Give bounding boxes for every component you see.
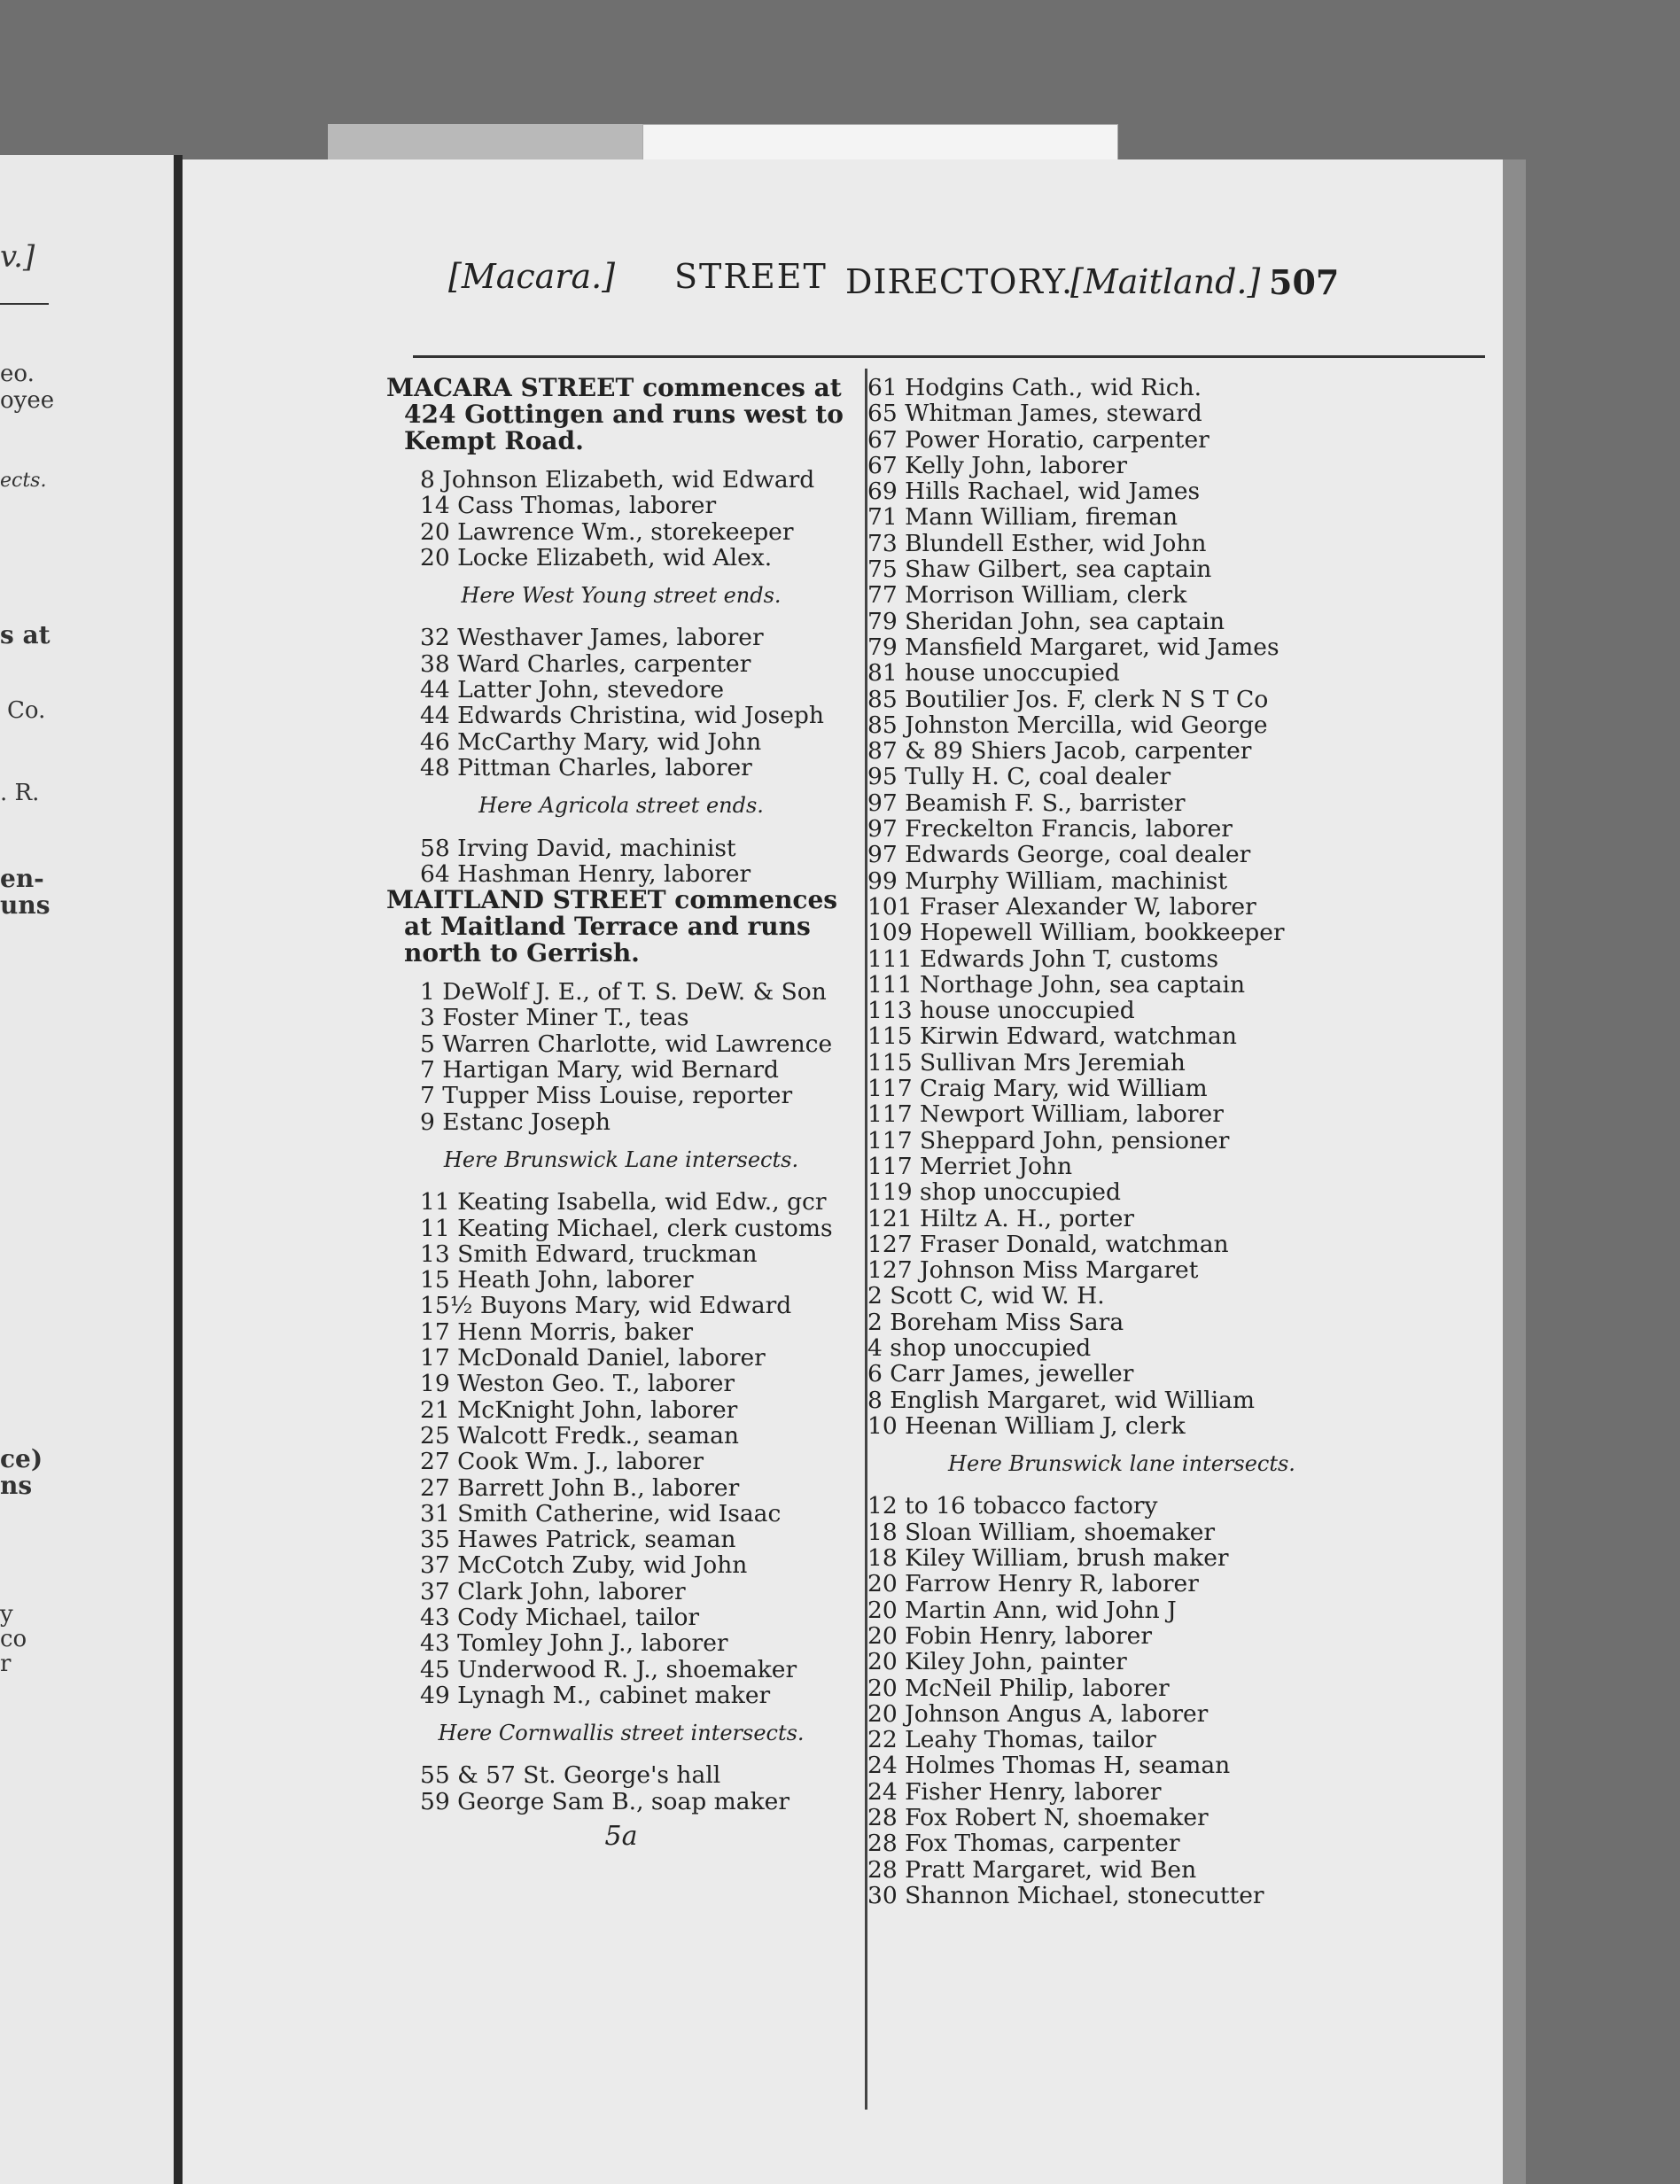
facing-left-page bbox=[0, 155, 177, 2184]
directory-entry: 21 McKnight John, laborer bbox=[420, 1395, 738, 1424]
directory-entry: 31 Smith Catherine, wid Isaac bbox=[420, 1499, 782, 1527]
street-heading: MAITLAND STREET commences at Maitland Terrace and runs north to Gerrish. bbox=[386, 885, 838, 968]
directory-entry: 10 Heenan William J, clerk bbox=[867, 1411, 1186, 1440]
left-page-fragment: s at bbox=[0, 620, 51, 649]
directory-entry: 24 Holmes Thomas H, seaman bbox=[867, 1752, 1231, 1780]
directory-entry: 15 Heath John, laborer bbox=[420, 1266, 694, 1294]
directory-entry: 75 Shaw Gilbert, sea captain bbox=[867, 556, 1212, 584]
directory-entry: 37 Clark John, laborer bbox=[420, 1577, 686, 1605]
directory-entry: 119 shop unoccupied bbox=[867, 1178, 1121, 1207]
directory-entry: 20 Locke Elizabeth, wid Alex. bbox=[420, 543, 773, 571]
directory-entry: 24 Fisher Henry, laborer bbox=[867, 1777, 1162, 1806]
directory-entry: 113 house unoccupied bbox=[867, 997, 1135, 1025]
directory-entry: 58 Irving David, machinist bbox=[420, 834, 736, 862]
directory-entry: 46 McCarthy Mary, wid John bbox=[420, 727, 762, 756]
left-page-fragment: y bbox=[0, 1601, 13, 1628]
directory-entry: 99 Murphy William, machinist bbox=[867, 867, 1227, 895]
directory-entry: 97 Edwards George, coal dealer bbox=[867, 841, 1251, 869]
header-left-bracket: [Macara.] bbox=[448, 257, 616, 296]
directory-entry: 4 shop unoccupied bbox=[867, 1333, 1092, 1362]
directory-entry: 20 McNeil Philip, laborer bbox=[867, 1674, 1170, 1702]
directory-entry: 97 Beamish F. S., barrister bbox=[867, 789, 1186, 817]
directory-entry: 64 Hashman Henry, laborer bbox=[420, 859, 751, 888]
left-page-fragment: Co. bbox=[7, 697, 46, 724]
directory-entry: 43 Tomley John J., laborer bbox=[420, 1629, 728, 1658]
directory-entry: 44 Latter John, stevedore bbox=[420, 676, 725, 704]
directory-entry: 17 Henn Morris, baker bbox=[420, 1317, 694, 1346]
directory-entry: 2 Scott C, wid W. H. bbox=[867, 1282, 1105, 1310]
directory-entry: 87 & 89 Shiers Jacob, carpenter bbox=[867, 737, 1252, 766]
right-column bbox=[834, 375, 1410, 1908]
left-page-rule bbox=[0, 303, 49, 305]
directory-entry: 13 Smith Edward, truckman bbox=[420, 1240, 758, 1268]
directory-entry: 101 Fraser Alexander W, laborer bbox=[867, 892, 1256, 921]
left-page-fragment: ce) bbox=[0, 1444, 43, 1473]
directory-entry: 25 Walcott Fredk., seaman bbox=[420, 1421, 739, 1450]
directory-entry: 8 English Margaret, wid William bbox=[867, 1386, 1256, 1414]
directory-entry: 43 Cody Michael, tailor bbox=[420, 1603, 700, 1631]
directory-entry: 11 Keating Isabella, wid Edw., gcr bbox=[420, 1188, 827, 1216]
directory-entry: 8 Johnson Elizabeth, wid Edward bbox=[420, 466, 815, 494]
directory-entry: 6 Carr James, jeweller bbox=[867, 1360, 1134, 1388]
directory-entry: 55 & 57 St. George's hall bbox=[420, 1761, 721, 1790]
directory-entry: 117 Merriet John bbox=[867, 1152, 1073, 1180]
directory-entry: 69 Hills Rachael, wid James bbox=[867, 478, 1201, 506]
directory-entry: 65 Whitman James, steward bbox=[867, 400, 1202, 428]
header-title-street: STREET bbox=[674, 257, 828, 296]
directory-entry: 117 Newport William, laborer bbox=[867, 1100, 1224, 1129]
directory-entry: 79 Mansfield Margaret, wid James bbox=[867, 633, 1279, 661]
directory-entry: 3 Foster Miner T., teas bbox=[420, 1004, 689, 1032]
directory-entry: 15½ Buyons Mary, wid Edward bbox=[420, 1292, 792, 1320]
directory-entry: 30 Shannon Michael, stonecutter bbox=[867, 1881, 1264, 1909]
directory-entry: 109 Hopewell William, bookkeeper bbox=[867, 919, 1285, 947]
directory-entry: 19 Weston Geo. T., laborer bbox=[420, 1370, 735, 1398]
intersection-note: Here Brunswick lane intersects. bbox=[948, 1451, 1295, 1477]
directory-entry: 79 Sheridan John, sea captain bbox=[867, 607, 1225, 635]
directory-entry: 127 Fraser Donald, watchman bbox=[867, 1230, 1229, 1258]
directory-entry: 45 Underwood R. J., shoemaker bbox=[420, 1655, 797, 1683]
left-page-fragment: oyee bbox=[0, 387, 55, 414]
header-rule bbox=[413, 355, 1485, 358]
left-page-fragment: eo. bbox=[0, 361, 35, 387]
directory-entry: 67 Kelly John, laborer bbox=[867, 451, 1128, 479]
directory-entry: 32 Westhaver James, laborer bbox=[420, 624, 764, 652]
street-heading: MACARA STREET commences at 424 Gottingen and runs west to Kempt Road. bbox=[386, 373, 844, 455]
directory-entry: 37 McCotch Zuby, wid John bbox=[420, 1551, 748, 1580]
directory-entry: 44 Edwards Christina, wid Joseph bbox=[420, 702, 824, 730]
directory-entry: 20 Johnson Angus A, laborer bbox=[867, 1699, 1209, 1728]
directory-entry: 61 Hodgins Cath., wid Rich. bbox=[867, 374, 1202, 401]
book-edge-shadow bbox=[328, 124, 647, 159]
directory-entry: 9 Estanc Joseph bbox=[420, 1108, 611, 1136]
directory-entry: 18 Kiley William, brush maker bbox=[867, 1544, 1229, 1573]
intersection-note: Here Cornwallis street intersects. bbox=[438, 1721, 805, 1746]
directory-entry: 12 to 16 tobacco factory bbox=[867, 1492, 1158, 1520]
directory-entry: 85 Johnston Mercilla, wid George bbox=[867, 711, 1268, 739]
directory-entry: 7 Tupper Miss Louise, reporter bbox=[420, 1082, 793, 1110]
directory-entry: 117 Craig Mary, wid William bbox=[867, 1075, 1208, 1103]
directory-entry: 77 Morrison William, clerk bbox=[867, 581, 1187, 610]
directory-entry: 48 Pittman Charles, laborer bbox=[420, 753, 752, 781]
directory-entry: 17 McDonald Daniel, laborer bbox=[420, 1344, 766, 1372]
directory-entry: 121 Hiltz A. H., porter bbox=[867, 1204, 1135, 1232]
directory-entry: 22 Leahy Thomas, tailor bbox=[867, 1726, 1156, 1754]
directory-entry: 20 Farrow Henry R, laborer bbox=[867, 1570, 1199, 1598]
directory-entry: 49 Lynagh M., cabinet maker bbox=[420, 1681, 771, 1709]
left-page-fragment: v.] bbox=[0, 239, 35, 275]
left-page-fragment: ects. bbox=[0, 470, 47, 492]
intersection-note: Here Brunswick Lane intersects. bbox=[443, 1146, 799, 1172]
directory-entry: 20 Lawrence Wm., storekeeper bbox=[420, 517, 794, 546]
left-page-fragment: r bbox=[0, 1651, 12, 1677]
signature-mark: 5a bbox=[604, 1821, 638, 1853]
directory-entry: 38 Ward Charles, carpenter bbox=[420, 649, 751, 678]
directory-entry: 27 Cook Wm. J., laborer bbox=[420, 1448, 704, 1476]
directory-entry: 20 Fobin Henry, laborer bbox=[867, 1621, 1153, 1650]
directory-entry: 115 Sullivan Mrs Jeremiah bbox=[867, 1048, 1186, 1076]
intersection-note: Here Agricola street ends. bbox=[478, 793, 764, 819]
directory-entry: 127 Johnson Miss Margaret bbox=[867, 1256, 1199, 1285]
page-header bbox=[183, 257, 1503, 310]
left-page-fragment: en- bbox=[0, 864, 44, 893]
page-number: 507 bbox=[1269, 262, 1340, 302]
directory-entry: 18 Sloan William, shoemaker bbox=[867, 1518, 1216, 1546]
intersection-note: Here West Young street ends. bbox=[461, 583, 782, 609]
left-page-fragment: ns bbox=[0, 1471, 33, 1500]
directory-entry: 73 Blundell Esther, wid John bbox=[867, 529, 1207, 557]
directory-entry: 97 Freckelton Francis, laborer bbox=[867, 815, 1233, 843]
directory-entry: 14 Cass Thomas, laborer bbox=[420, 492, 717, 520]
directory-entry: 28 Fox Thomas, carpenter bbox=[867, 1830, 1180, 1858]
header-right-bracket: [Maitland.] bbox=[1070, 262, 1261, 301]
directory-entry: 11 Keating Michael, clerk customs bbox=[420, 1214, 833, 1242]
directory-entry: 95 Tully H. C, coal dealer bbox=[867, 763, 1171, 791]
directory-entry: 2 Boreham Miss Sara bbox=[867, 1308, 1124, 1336]
directory-entry: 28 Fox Robert N, shoemaker bbox=[867, 1804, 1209, 1832]
header-title-directory: DIRECTORY. bbox=[845, 262, 1074, 301]
directory-entry: 71 Mann William, fireman bbox=[867, 503, 1178, 532]
left-column bbox=[386, 373, 856, 1853]
directory-entry: 35 Hawes Patrick, seaman bbox=[420, 1526, 736, 1554]
directory-entry: 81 house unoccupied bbox=[867, 659, 1120, 688]
directory-entry: 117 Sheppard John, pensioner bbox=[867, 1126, 1230, 1154]
directory-entry: 115 Kirwin Edward, watchman bbox=[867, 1022, 1237, 1051]
directory-entry: 111 Edwards John T, customs bbox=[867, 944, 1219, 973]
left-page-fragment: co bbox=[0, 1626, 27, 1652]
directory-entry: 59 George Sam B., soap maker bbox=[420, 1787, 790, 1815]
directory-entry: 20 Martin Ann, wid John J bbox=[867, 1596, 1177, 1624]
directory-entry: 28 Pratt Margaret, wid Ben bbox=[867, 1855, 1197, 1884]
left-page-fragment: . R. bbox=[0, 780, 40, 806]
directory-entry: 111 Northage John, sea captain bbox=[867, 970, 1246, 999]
directory-entry: 27 Barrett John B., laborer bbox=[420, 1473, 740, 1502]
left-page-fragment: uns bbox=[0, 890, 51, 920]
directory-entry: 1 DeWolf J. E., of T. S. DeW. & Son bbox=[420, 978, 827, 1007]
directory-entry: 5 Warren Charlotte, wid Lawrence bbox=[420, 1030, 833, 1058]
directory-entry: 85 Boutilier Jos. F, clerk N S T Co bbox=[867, 685, 1269, 713]
directory-entry: 67 Power Horatio, carpenter bbox=[867, 425, 1209, 454]
directory-entry: 7 Hartigan Mary, wid Bernard bbox=[420, 1056, 780, 1084]
directory-entry: 20 Kiley John, painter bbox=[867, 1648, 1127, 1676]
directory-page bbox=[183, 159, 1526, 2184]
book-gutter bbox=[174, 155, 183, 2184]
